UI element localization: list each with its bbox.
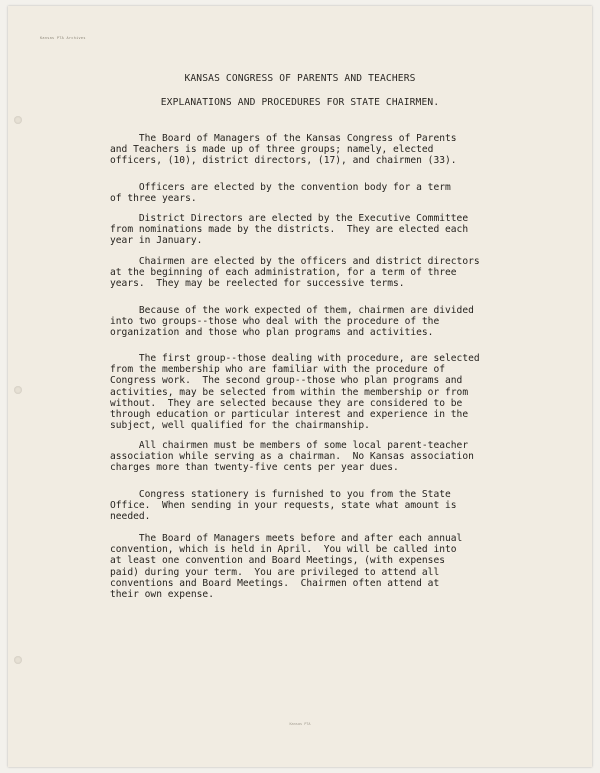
archive-footer-mark: Kansas PTA: [289, 722, 311, 726]
punch-hole: [14, 386, 22, 394]
paragraph-stationery: Congress stationery is furnished to you from the State Office. When sending in your requests, state what amount is needed.: [110, 489, 457, 523]
paragraph-board-meetings: The Board of Managers meets before and after each annual convention, which is held in April. You will be called into at least one convention and Board Meetings, (with expenses paid) during your term. You are privileged to attend all conventions and Board Meetings. Chairmen often attend at their own expense.: [110, 533, 463, 601]
paragraph-chairmen-groups: Because of the work expected of them, chairmen are divided into two groups--those who deal with the procedure of the organization and those who plan programs and activities.: [110, 305, 474, 339]
document-subtitle: EXPLANATIONS AND PROCEDURES FOR STATE CHAIRMEN.: [160, 97, 440, 108]
punch-hole: [14, 656, 22, 664]
archive-stamp: Kansas PTA Archives: [40, 36, 86, 40]
punch-hole: [14, 116, 22, 124]
paragraph-membership: All chairmen must be members of some local parent-teacher association while serving as a chairman. No Kansas association charges more than twenty-five cents per year dues.: [110, 440, 474, 474]
document-page: [8, 6, 592, 767]
paragraph-board-composition: The Board of Managers of the Kansas Congress of Parents and Teachers is made up of three groups; namely, elected officers, (10), district directors, (17), and chairmen (33).: [110, 133, 457, 167]
document-title: KANSAS CONGRESS OF PARENTS AND TEACHERS: [184, 73, 416, 84]
paragraph-officers: Officers are elected by the convention body for a term of three years.: [110, 182, 451, 205]
paragraph-district-directors: District Directors are elected by the Executive Committee from nominations made by the districts. They are elected each year in January.: [110, 213, 469, 247]
paragraph-first-group: The first group--those dealing with procedure, are selected from the membership who are familiar with the procedure of Congress work. The second group--those who plan programs and activities, may be selected from within the membership or from without. They are selected because they are considered to be through education or particular interest and experience in the subject, well qualified for the chairmanship.: [110, 353, 480, 432]
paragraph-chairmen-election: Chairmen are elected by the officers and district directors at the beginning of each administration, for a term of three years. They may be reelected for successive terms.: [110, 256, 480, 290]
